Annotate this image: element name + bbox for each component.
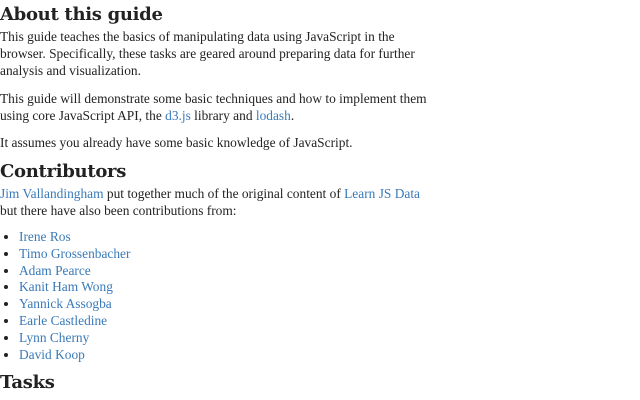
d3-link[interactable]: d3.js: [165, 108, 191, 123]
contributor-link[interactable]: Adam Pearce: [19, 262, 91, 278]
lodash-link[interactable]: lodash: [255, 108, 291, 123]
about-paragraph-2: [0, 90, 430, 124]
about-paragraph-3: It assumes you already have some basic knowledge of JavaScript.: [0, 135, 353, 150]
list-item: [19, 229, 430, 246]
contrib-text-after: but there have also been contributions from:: [0, 203, 237, 218]
contributor-link[interactable]: Earle Castledine: [19, 312, 108, 328]
about-paragraph-1: This guide teaches the basics of manipulating data using JavaScript in the browser. Specifically, these tasks are geared around preparing data for further analysis and visualization.: [0, 29, 415, 78]
list-item: [19, 246, 430, 263]
list-item: [19, 330, 430, 347]
list-item: [19, 313, 430, 330]
p2-text-middle: library and: [190, 108, 256, 123]
p2-text-before: This guide will demonstrate some basic techniques and how to implement them using core JavaScript API, the: [0, 91, 427, 123]
contributor-link[interactable]: Lynn Cherny: [19, 329, 90, 345]
learn-js-data-link[interactable]: Learn JS Data: [344, 186, 420, 201]
contributors-paragraph: [0, 185, 430, 219]
tasks-heading: Tasks: [0, 372, 55, 394]
contributors-list: [0, 229, 430, 363]
author-link[interactable]: Jim Vallandingham: [0, 186, 104, 201]
contributor-link[interactable]: Timo Grossenbacher: [19, 245, 131, 261]
contributor-link[interactable]: Irene Ros: [19, 229, 71, 244]
list-item: [19, 279, 430, 296]
contributor-link[interactable]: Kanit Ham Wong: [19, 279, 113, 295]
contributor-link[interactable]: David Koop: [19, 346, 85, 362]
list-item: [19, 296, 430, 313]
list-item: [19, 347, 430, 364]
p2-text-after: .: [290, 108, 295, 123]
list-item: [19, 263, 430, 280]
contrib-text-middle: put together much of the original content of: [103, 186, 345, 201]
about-heading: About this guide: [0, 4, 163, 25]
contributors-heading: Contributors: [0, 161, 127, 182]
contributor-link[interactable]: Yannick Assogba: [19, 296, 112, 312]
